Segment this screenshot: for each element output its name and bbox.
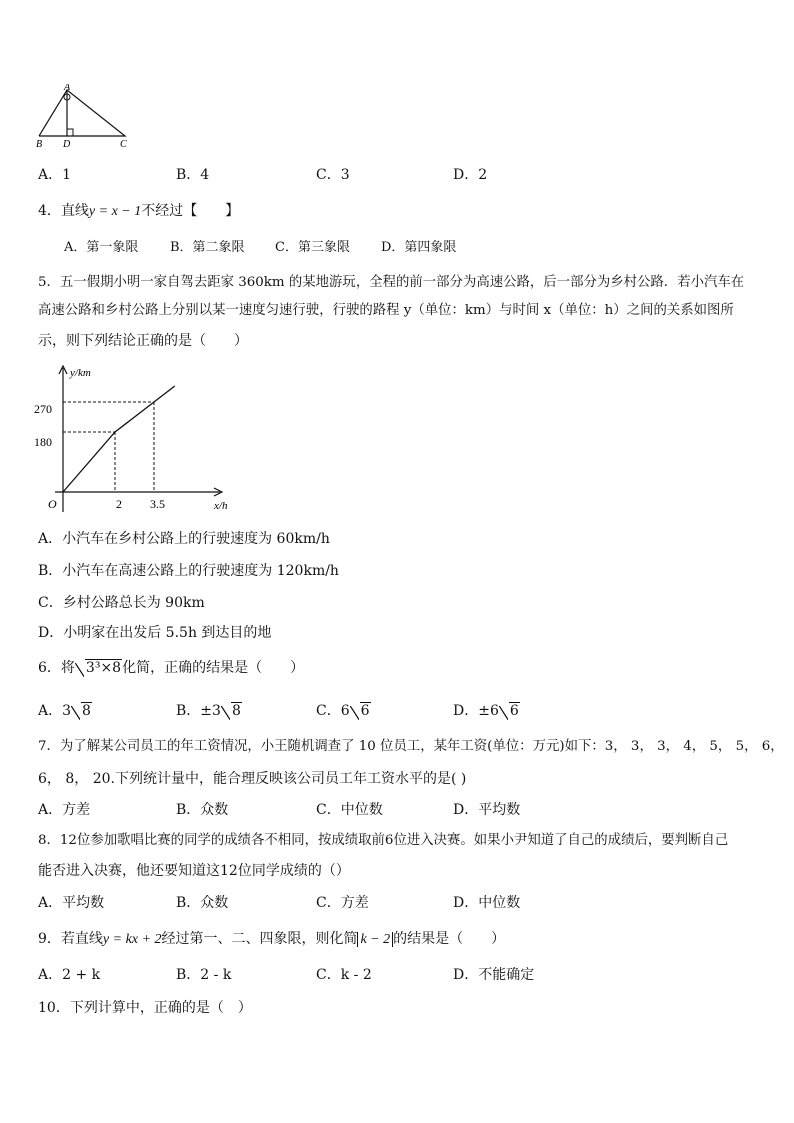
q5-graph [30, 362, 240, 522]
q6-pre: 将 [60, 660, 75, 676]
y-tick-180: 180 [34, 435, 52, 449]
q6-c-radicand: 6 [360, 703, 370, 719]
q4-option-a[interactable]: A．第一象限 [64, 240, 139, 255]
q4-option-b[interactable]: B．第二象限 [170, 240, 245, 255]
q5-stem-line3: 示，则下列结论正确的是（ ） [38, 333, 248, 349]
q6-c-letter: C． [316, 703, 341, 719]
q6-d-radical [499, 704, 520, 718]
q6-stem [38, 661, 304, 675]
q9-option-b[interactable]: B．2 - k [176, 967, 232, 983]
q4-option-d[interactable]: D．第四象限 [381, 240, 457, 255]
q8-option-b[interactable]: B．众数 [176, 895, 229, 911]
q10-stem: 10．下列计算中，正确的是（ ） [38, 1000, 252, 1016]
q6-a-letter: A． [38, 703, 63, 719]
q6-radicand: 3³×8 [85, 660, 122, 676]
origin-label: O [48, 497, 57, 511]
q5-stem-line2: 高速公路和乡村公路上分别以某一速度匀速行驶，行驶的路程 y（单位：km）与时间 x（单位：h）之间的关系如图所 [38, 303, 734, 318]
q6-number: 6． [38, 660, 61, 676]
x-tick-3-5: 3.5 [150, 497, 165, 511]
q4-number: 4． [38, 203, 61, 219]
q4-post: 不经过【 】 [141, 203, 240, 219]
q9-option-d[interactable]: D．不能确定 [453, 967, 535, 983]
q9-stem [38, 932, 505, 947]
q9-post: 的结果是（ ） [393, 931, 506, 947]
q6-radical [75, 661, 122, 675]
q9-abs-value: k − 2 [357, 932, 393, 947]
q6-option-d[interactable] [453, 704, 520, 718]
q6-a-radical [71, 704, 92, 718]
right-angle-mark [67, 129, 73, 136]
q6-a-coef: 3 [62, 703, 72, 719]
q6-b-letter: B． [176, 703, 201, 719]
q6-b-radicand: 8 [231, 703, 241, 719]
q9-equation: y = kx + 2 [102, 932, 162, 947]
triangle-figure [34, 84, 134, 150]
q4-equation: y = x − 1 [88, 204, 142, 219]
q5-stem-line1: 5．五一假期小明一家自驾去距家 360km 的某地游玩，全程的前一部分为高速公路，后一部分为乡村公路．若小汽车在 [38, 275, 745, 290]
q5-option-b[interactable]: B．小汽车在高速公路上的行驶速度为 120km/h [38, 563, 339, 579]
q9-option-c[interactable]: C．k - 2 [316, 967, 372, 983]
q6-d-letter: D． [453, 703, 479, 719]
y-axis-label: y/km [70, 367, 91, 379]
q5-option-d[interactable]: D．小明家在出发后 5.5h 到达目的地 [38, 625, 272, 641]
q5-option-a[interactable]: A．小汽车在乡村公路上的行驶速度为 60km/h [38, 531, 330, 547]
label-a: A [64, 84, 71, 93]
q8-option-a[interactable]: A．平均数 [38, 895, 105, 911]
q8-stem-line2: 能否进入决赛，他还要知道这12位同学成绩的（） [38, 863, 350, 879]
q6-c-radical [350, 704, 371, 718]
q4-pre: 直线 [60, 203, 89, 219]
q3-option-c[interactable]: C．3 [316, 167, 350, 183]
q6-b-radical [221, 704, 242, 718]
label-b: B [36, 139, 43, 150]
q5-option-c[interactable]: C．乡村公路总长为 90km [38, 595, 205, 611]
q6-option-c[interactable] [316, 704, 371, 718]
q9-pre: 若直线 [60, 931, 103, 947]
q3-option-d[interactable]: D．2 [453, 167, 488, 183]
q6-option-a[interactable] [38, 704, 92, 718]
q8-option-c[interactable]: C．方差 [316, 895, 369, 911]
q7-stem-line2: 6， 8， 20.下列统计量中，能合理反映该公司员工年工资水平的是( ) [38, 771, 467, 787]
q6-a-radicand: 8 [82, 703, 91, 719]
q6-d-radicand: 6 [509, 703, 519, 719]
q7-option-c[interactable]: C．中位数 [316, 802, 383, 818]
q6-d-coef: ±6 [478, 703, 499, 719]
q8-option-d[interactable]: D．中位数 [453, 895, 521, 911]
triangle-outline [39, 90, 125, 136]
q3-option-b[interactable]: B．4 [176, 167, 210, 183]
label-d: D [63, 139, 71, 150]
q3-option-a[interactable]: A．1 [38, 167, 72, 183]
x-tick-2: 2 [116, 497, 122, 511]
q4-option-c[interactable]: C．第三象限 [275, 240, 350, 255]
label-c: C [120, 139, 127, 150]
q7-option-a[interactable]: A．方差 [38, 802, 91, 818]
q8-stem-line1: 8．12位参加歌唱比赛的同学的成绩各不相同，按成绩取前6位进入决赛。如果小尹知道了自己的成绩后，要判断自己 [38, 833, 729, 848]
q9-mid: 经过第一、二、四象限，则化简 [161, 931, 358, 947]
x-axis-label: x/h [214, 500, 228, 512]
q6-post: 化简，正确的结果是（ ） [122, 660, 305, 676]
q6-option-b[interactable] [176, 704, 242, 718]
q4-stem [38, 204, 239, 219]
q6-c-coef: 6 [340, 703, 350, 719]
y-tick-270: 270 [34, 402, 52, 416]
q7-stem-line1: 7．为了解某公司员工的年工资情况，小王随机调查了 10 位员工，某年工资(单位：万元)如下：3， 3， 3， 4， 5， 5， 6， [38, 739, 784, 754]
q9-option-a[interactable]: A．2 + k [38, 967, 101, 983]
q7-option-d[interactable]: D．平均数 [453, 802, 521, 818]
q9-number: 9． [38, 931, 61, 947]
q7-option-b[interactable]: B．众数 [176, 802, 229, 818]
q6-b-coef: ±3 [200, 703, 221, 719]
